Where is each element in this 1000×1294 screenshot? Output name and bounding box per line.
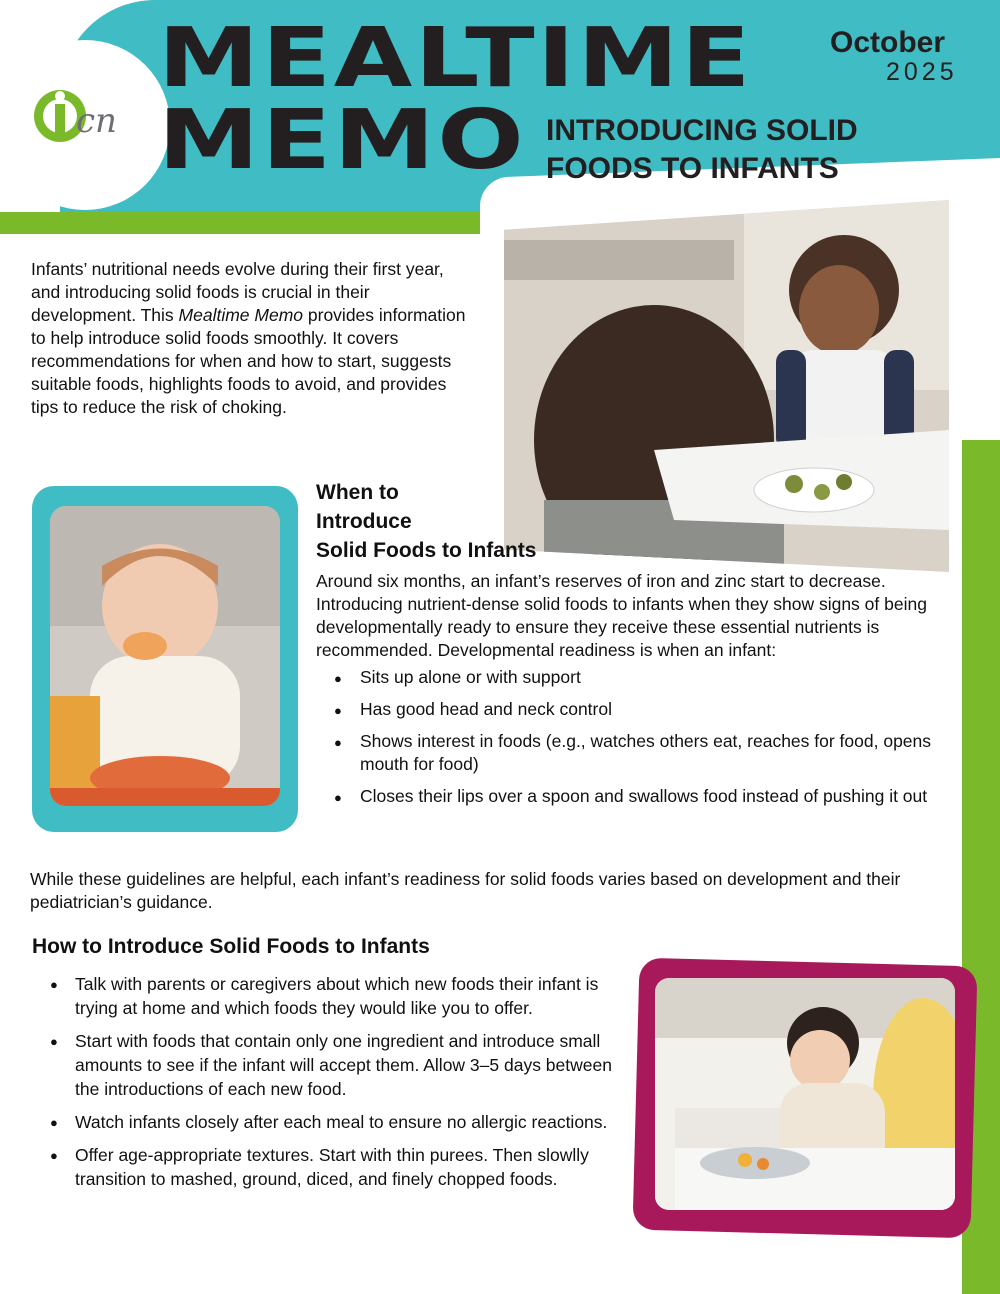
masthead-title-line2: MEMO — [158, 93, 527, 188]
intro-publication-name: Mealtime Memo — [178, 305, 304, 325]
when-to-introduce-heading — [316, 478, 616, 565]
issue-month: October — [830, 26, 946, 59]
intro-text-end: provides information to help introduce solid foods smoothly. It covers recommendations for when and how to start, suggests suitable foods, highlights foods to avoid, and provides tips to reduce the risk of choking. — [31, 305, 466, 417]
masthead-title-line1: MEALTIME — [158, 11, 753, 106]
how-to-introduce-heading: How to Introduce Solid Foods to Infants — [32, 935, 430, 958]
list-item: ● Has good head and neck control — [316, 698, 956, 721]
list-item: ● Talk with parents or caregivers about which new foods their infant is trying at home and which foods they would like you to offer. — [50, 972, 630, 1020]
readiness-signs-list — [316, 666, 956, 808]
svg-text:cn: cn — [76, 101, 117, 141]
list-item: ● Sits up alone or with support — [316, 666, 956, 689]
when-heading-line3: Solid Foods to Infants — [316, 539, 537, 562]
guidelines-note: While these guidelines are helpful, each infant’s readiness for solid foods varies based on development and their pediatrician’s guidance. — [30, 869, 901, 912]
when-heading-line1: When to — [316, 481, 399, 504]
intro-paragraph — [31, 258, 471, 419]
intro-text-start: Infants’ nutritional needs evolve during their first year, and introducing solid foods is crucial in their development. This — [31, 259, 444, 325]
how-to-introduce-list — [50, 972, 630, 1200]
when-section-body — [316, 570, 956, 817]
list-item: ● Offer age-appropriate textures. Start with thin purees. Then slowlly transition to mashed, ground, diced, and finely chopped foods. — [50, 1143, 630, 1191]
when-paragraph: Around six months, an infant’s reserves of iron and zinc start to decrease. Introducing nutrient-dense solid foods to infants when they show signs of being developmentally ready to ensure they receive these essential nutrients is recommended. Developmental readiness is when an infant: — [316, 571, 927, 660]
icn-logo — [26, 82, 146, 152]
header-green-stripe — [0, 212, 560, 234]
photo-baby-eating-fruit — [50, 506, 280, 806]
issue-year: 2025 — [886, 58, 958, 86]
list-item: ● Watch infants closely after each meal to ensure no allergic reactions. — [50, 1110, 630, 1134]
list-item: ● Shows interest in foods (e.g., watches others eat, reaches for food, opens mouth for food) — [316, 730, 956, 776]
photo-toddler-eating-at-highchair — [655, 978, 955, 1210]
issue-subtitle: INTRODUCING SOLID FOODS TO INFANTS — [546, 114, 858, 185]
list-item: ● Closes their lips over a spoon and swallows food instead of pushing it out — [316, 785, 956, 808]
when-heading-line2: Introduce — [316, 510, 412, 533]
list-item: ● Start with foods that contain only one ingredient and introduce small amounts to see if the infant will accept them. Allow 3–5 days between the introductions of each new food. — [50, 1029, 630, 1101]
